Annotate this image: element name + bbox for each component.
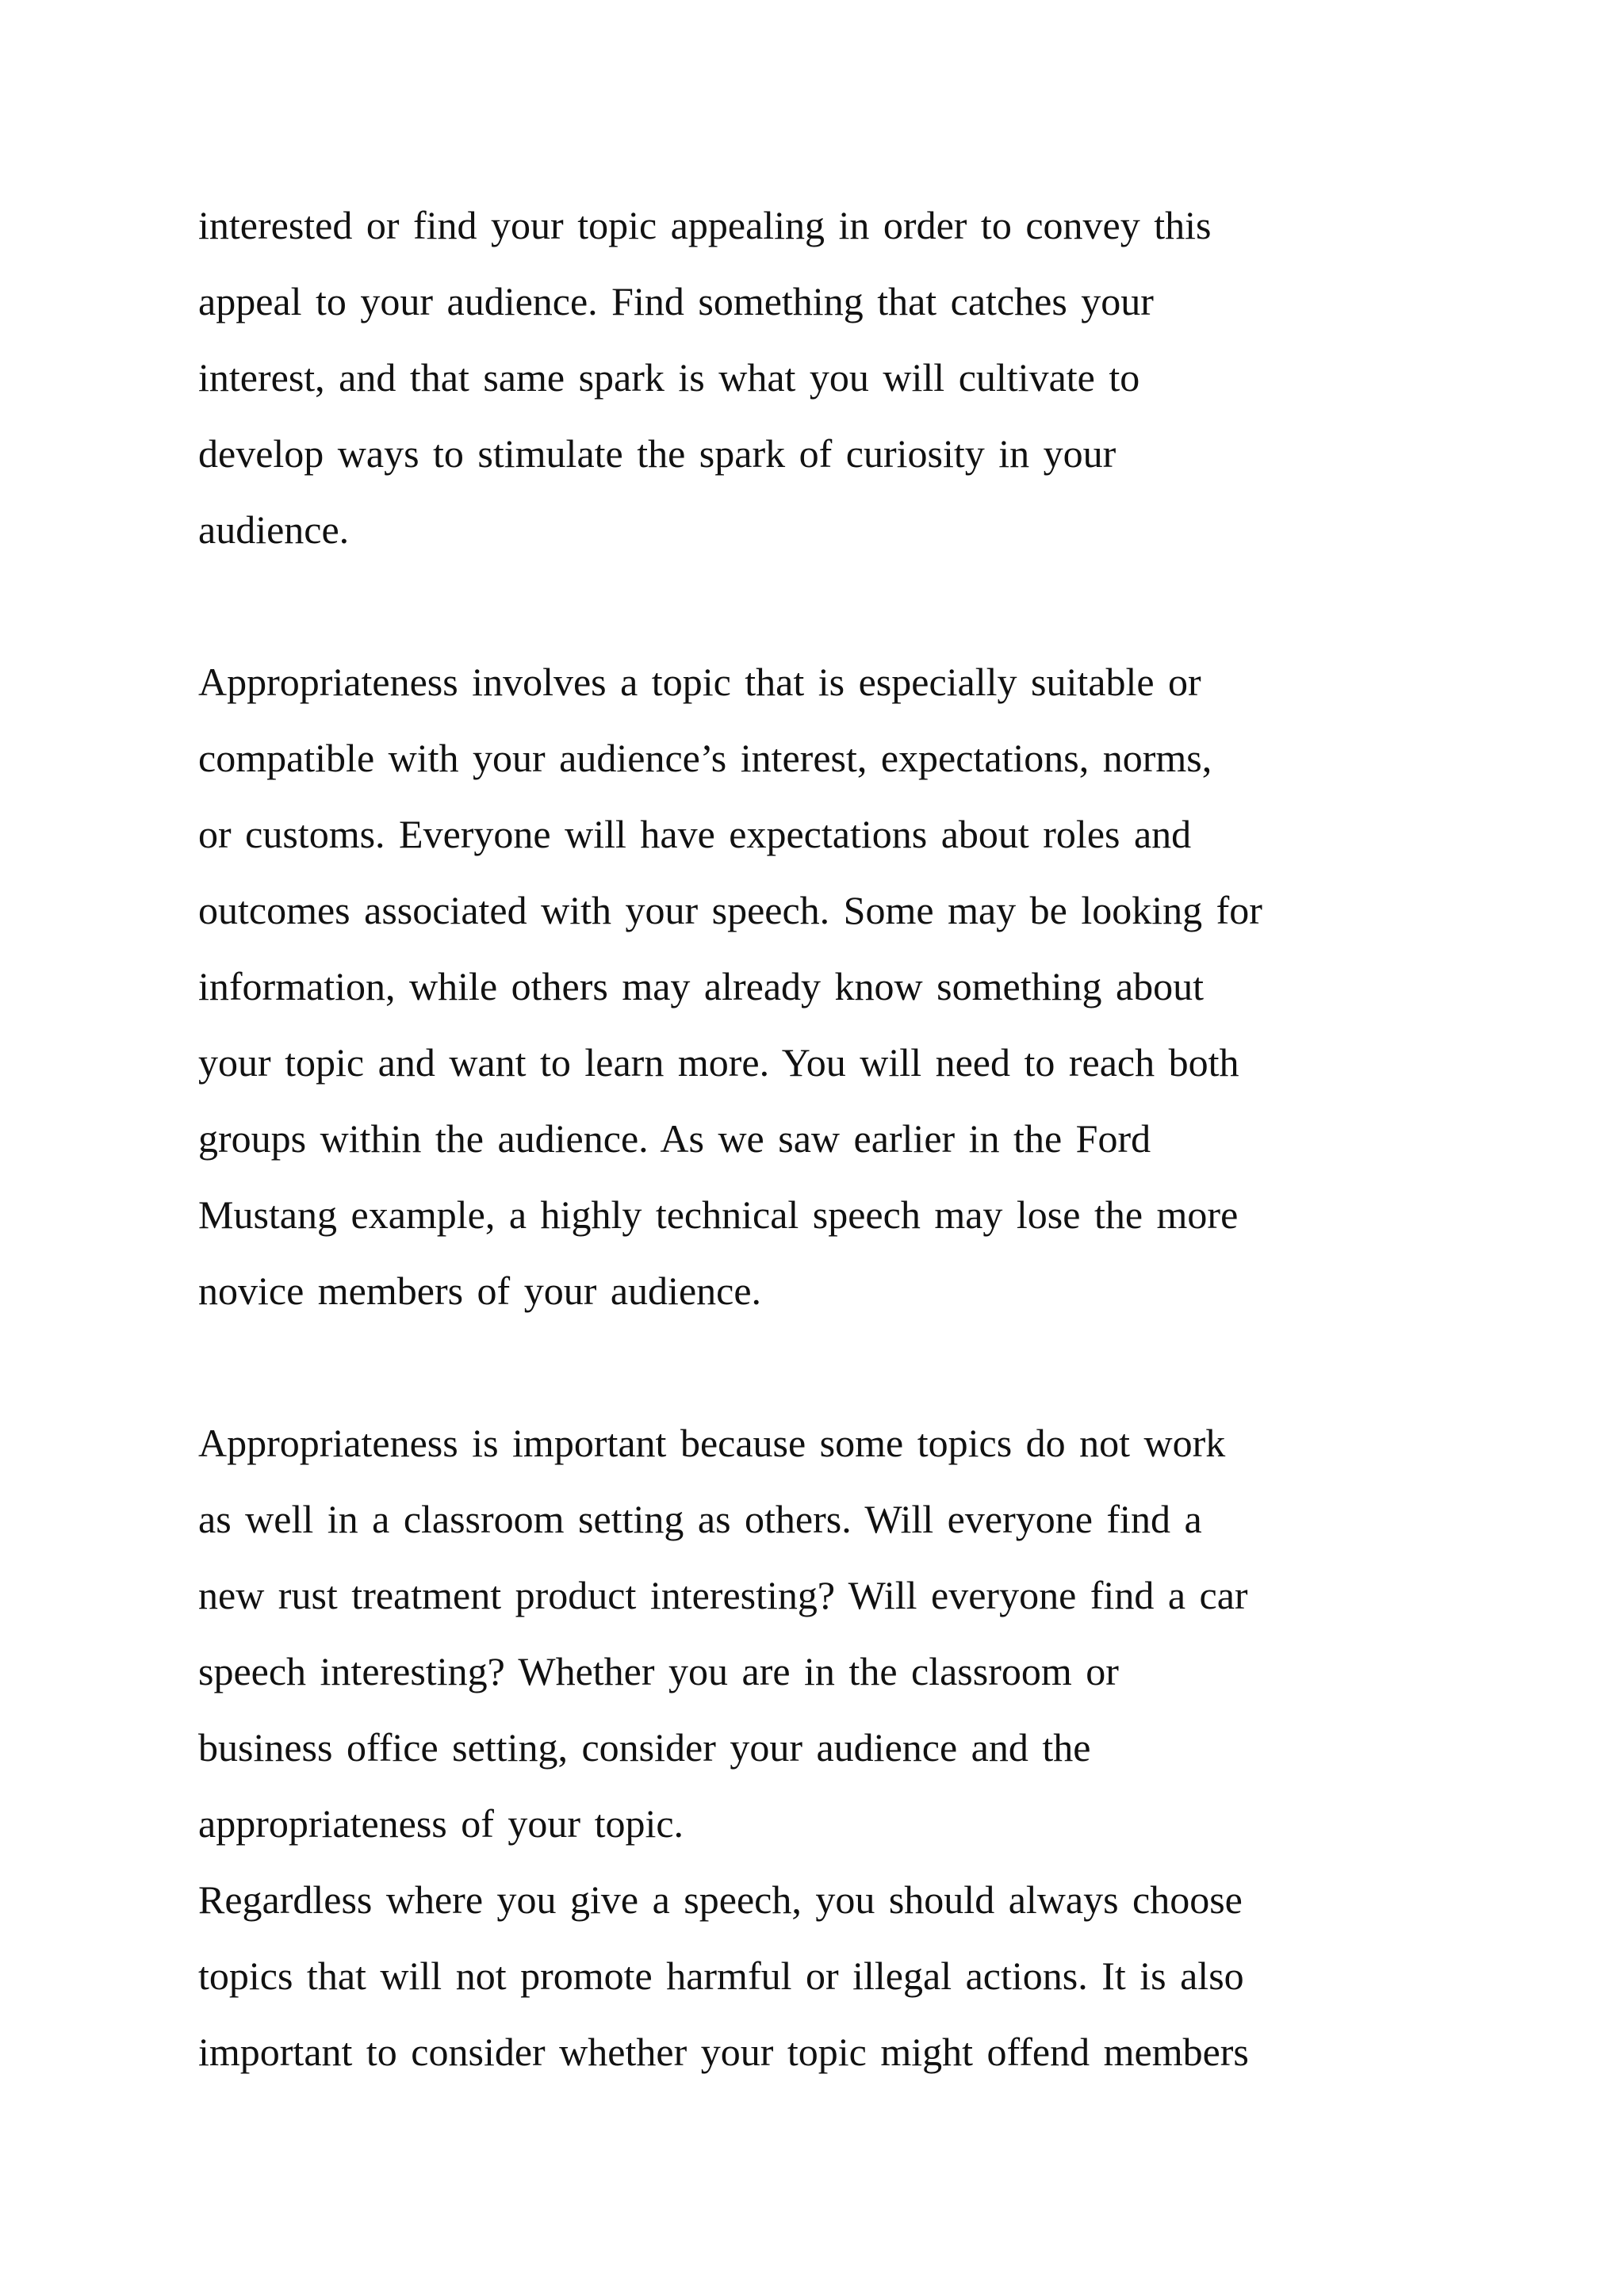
text-line: Appropriateness involves a topic that is especially suitable or [198,660,1201,704]
document-body [198,187,1546,2090]
text-line: groups within the audience. As we saw earlier in the Ford [198,1116,1151,1161]
text-line: business office setting, consider your audience and the [198,1725,1091,1770]
text-line: speech interesting? Whether you are in the classroom or [198,1649,1119,1693]
text-line: as well in a classroom setting as others. Will everyone find a [198,1497,1202,1541]
paragraph-appropriateness-importance [198,1405,1546,1862]
text-line: outcomes associated with your speech. Some may be looking for [198,888,1262,932]
text-line: new rust treatment product interesting? Will everyone find a car [198,1573,1248,1617]
paragraph-appropriateness-definition [198,644,1546,1329]
text-line: topics that will not promote harmful or illegal actions. It is also [198,1954,1244,1998]
text-line: your topic and want to learn more. You will need to reach both [198,1040,1239,1085]
text-line: important to consider whether your topic might offend members [198,2030,1249,2074]
text-line: Regardless where you give a speech, you should always choose [198,1877,1243,1922]
text-line: novice members of your audience. [198,1269,762,1313]
text-line: appeal to your audience. Find something that catches your [198,279,1154,323]
paragraph-gap [198,1329,1546,1405]
text-line: or customs. Everyone will have expectations about roles and [198,812,1192,856]
text-line: Appropriateness is important because some topics do not work [198,1421,1226,1465]
text-line: Mustang example, a highly technical speech may lose the more [198,1192,1239,1237]
paragraph-curiosity [198,187,1546,568]
paragraph-harmful-topics [198,1862,1546,2090]
text-line: interested or find your topic appealing in order to convey this [198,203,1212,247]
text-line: appropriateness of your topic. [198,1801,684,1846]
text-line: develop ways to stimulate the spark of curiosity in your [198,431,1116,476]
paragraph-gap [198,568,1546,644]
text-line: compatible with your audience’s interest, expectations, norms, [198,736,1212,780]
text-line: interest, and that same spark is what you will cultivate to [198,355,1140,400]
text-line: information, while others may already know something about [198,964,1205,1008]
text-line: audience. [198,507,350,552]
